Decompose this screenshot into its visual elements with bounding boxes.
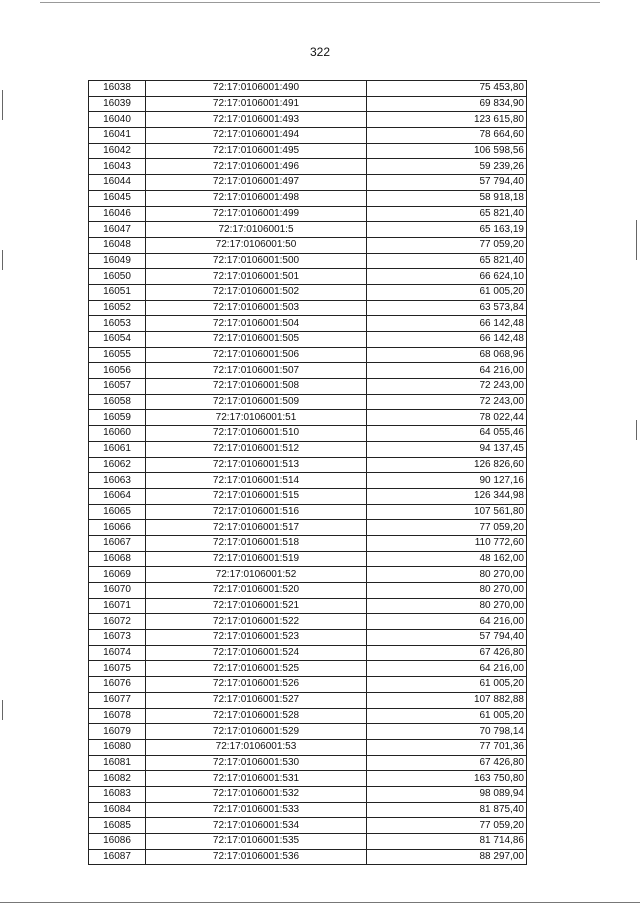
- table-row: [89, 567, 527, 583]
- cadastral-number: 72:17:0106001:523: [146, 630, 367, 646]
- cadastral-number: 72:17:0106001:503: [146, 300, 367, 316]
- cadastral-value: 67 426,80: [367, 755, 527, 771]
- cadastral-number: 72:17:0106001:530: [146, 755, 367, 771]
- cadastral-number: 72:17:0106001:495: [146, 143, 367, 159]
- cadastral-value: 81 714,86: [367, 834, 527, 850]
- row-number: 16087: [89, 849, 146, 865]
- table-row: [89, 332, 527, 348]
- cadastral-value: 69 834,90: [367, 96, 527, 112]
- cadastral-number: 72:17:0106001:506: [146, 347, 367, 363]
- row-number: 16061: [89, 441, 146, 457]
- table-row: [89, 583, 527, 599]
- table-body: [89, 81, 527, 865]
- row-number: 16066: [89, 520, 146, 536]
- table-row: [89, 802, 527, 818]
- page-number: 322: [309, 45, 331, 59]
- table-row: [89, 661, 527, 677]
- row-number: 16060: [89, 426, 146, 442]
- cadastral-number: 72:17:0106001:501: [146, 269, 367, 285]
- cadastral-value: 65 821,40: [367, 253, 527, 269]
- row-number: 16086: [89, 834, 146, 850]
- cadastral-value: 106 598,56: [367, 143, 527, 159]
- table-row: [89, 708, 527, 724]
- cadastral-number: 72:17:0106001:509: [146, 394, 367, 410]
- table-row: [89, 849, 527, 865]
- table-row: [89, 441, 527, 457]
- row-number: 16049: [89, 253, 146, 269]
- cadastral-number: 72:17:0106001:512: [146, 441, 367, 457]
- cadastral-value: 72 243,00: [367, 394, 527, 410]
- cadastral-value: 88 297,00: [367, 849, 527, 865]
- left-scan-mark: [2, 700, 3, 720]
- cadastral-number: 72:17:0106001:516: [146, 504, 367, 520]
- cadastral-number: 72:17:0106001:521: [146, 598, 367, 614]
- cadastral-number: 72:17:0106001:517: [146, 520, 367, 536]
- cadastral-number: 72:17:0106001:510: [146, 426, 367, 442]
- row-number: 16040: [89, 112, 146, 128]
- cadastral-number: 72:17:0106001:524: [146, 645, 367, 661]
- row-number: 16075: [89, 661, 146, 677]
- table-row: [89, 457, 527, 473]
- cadastral-number: 72:17:0106001:493: [146, 112, 367, 128]
- row-number: 16077: [89, 692, 146, 708]
- cadastral-number: 72:17:0106001:533: [146, 802, 367, 818]
- table-row: [89, 363, 527, 379]
- row-number: 16041: [89, 128, 146, 144]
- row-number: 16058: [89, 394, 146, 410]
- right-scan-mark: [636, 220, 637, 260]
- row-number: 16044: [89, 175, 146, 191]
- cadastral-value: 57 794,40: [367, 630, 527, 646]
- cadastral-value: 61 005,20: [367, 708, 527, 724]
- row-number: 16055: [89, 347, 146, 363]
- row-number: 16057: [89, 379, 146, 395]
- table-row: [89, 692, 527, 708]
- cadastral-value: 59 239,26: [367, 159, 527, 175]
- table-row: [89, 426, 527, 442]
- row-number: 16042: [89, 143, 146, 159]
- row-number: 16085: [89, 818, 146, 834]
- cadastral-value: 63 573,84: [367, 300, 527, 316]
- cadastral-number: 72:17:0106001:508: [146, 379, 367, 395]
- table-row: [89, 253, 527, 269]
- cadastral-number: 72:17:0106001:490: [146, 81, 367, 97]
- row-number: 16051: [89, 284, 146, 300]
- table-row: [89, 739, 527, 755]
- row-number: 16062: [89, 457, 146, 473]
- left-scan-mark: [2, 250, 3, 270]
- cadastral-value: 78 664,60: [367, 128, 527, 144]
- row-number: 16080: [89, 739, 146, 755]
- table-row: [89, 300, 527, 316]
- row-number: 16070: [89, 583, 146, 599]
- cadastral-table: [88, 80, 526, 865]
- row-number: 16074: [89, 645, 146, 661]
- cadastral-value: 65 163,19: [367, 222, 527, 238]
- table-row: [89, 598, 527, 614]
- cadastral-number: 72:17:0106001:525: [146, 661, 367, 677]
- row-number: 16052: [89, 300, 146, 316]
- table-row: [89, 724, 527, 740]
- table-row: [89, 473, 527, 489]
- cadastral-value: 66 624,10: [367, 269, 527, 285]
- table-row: [89, 520, 527, 536]
- row-number: 16065: [89, 504, 146, 520]
- table-row: [89, 410, 527, 426]
- cadastral-number: 72:17:0106001:535: [146, 834, 367, 850]
- cadastral-value: 110 772,60: [367, 535, 527, 551]
- table-row: [89, 645, 527, 661]
- row-number: 16053: [89, 316, 146, 332]
- table-row: [89, 379, 527, 395]
- row-number: 16048: [89, 237, 146, 253]
- table-row: [89, 535, 527, 551]
- cadastral-number: 72:17:0106001:514: [146, 473, 367, 489]
- table-row: [89, 128, 527, 144]
- cadastral-number: 72:17:0106001:491: [146, 96, 367, 112]
- row-number: 16045: [89, 190, 146, 206]
- cadastral-number: 72:17:0106001:531: [146, 771, 367, 787]
- cadastral-number: 72:17:0106001:50: [146, 237, 367, 253]
- cadastral-number: 72:17:0106001:520: [146, 583, 367, 599]
- cadastral-value: 77 059,20: [367, 237, 527, 253]
- table-row: [89, 630, 527, 646]
- row-number: 16076: [89, 677, 146, 693]
- cadastral-value: 64 216,00: [367, 614, 527, 630]
- table-row: [89, 347, 527, 363]
- cadastral-number: 72:17:0106001:515: [146, 488, 367, 504]
- cadastral-number: 72:17:0106001:494: [146, 128, 367, 144]
- row-number: 16039: [89, 96, 146, 112]
- cadastral-value: 77 059,20: [367, 520, 527, 536]
- table-row: [89, 269, 527, 285]
- row-number: 16046: [89, 206, 146, 222]
- cadastral-number: 72:17:0106001:507: [146, 363, 367, 379]
- cadastral-value: 126 826,60: [367, 457, 527, 473]
- cadastral-value: 98 089,94: [367, 786, 527, 802]
- row-number: 16083: [89, 786, 146, 802]
- cadastral-value: 67 426,80: [367, 645, 527, 661]
- table-row: [89, 551, 527, 567]
- cadastral-value: 57 794,40: [367, 175, 527, 191]
- cadastral-value: 163 750,80: [367, 771, 527, 787]
- cadastral-value: 80 270,00: [367, 598, 527, 614]
- row-number: 16069: [89, 567, 146, 583]
- row-number: 16079: [89, 724, 146, 740]
- left-scan-mark: [2, 90, 3, 120]
- row-number: 16056: [89, 363, 146, 379]
- bottom-scan-edge: [0, 902, 640, 903]
- row-number: 16073: [89, 630, 146, 646]
- table-row: [89, 81, 527, 97]
- row-number: 16043: [89, 159, 146, 175]
- cadastral-value: 64 216,00: [367, 363, 527, 379]
- row-number: 16050: [89, 269, 146, 285]
- cadastral-value: 61 005,20: [367, 284, 527, 300]
- cadastral-value: 90 127,16: [367, 473, 527, 489]
- table-row: [89, 96, 527, 112]
- cadastral-value: 64 055,46: [367, 426, 527, 442]
- cadastral-number: 72:17:0106001:505: [146, 332, 367, 348]
- cadastral-number: 72:17:0106001:52: [146, 567, 367, 583]
- cadastral-number: 72:17:0106001:53: [146, 739, 367, 755]
- row-number: 16054: [89, 332, 146, 348]
- cadastral-value: 66 142,48: [367, 316, 527, 332]
- table-row: [89, 394, 527, 410]
- cadastral-number: 72:17:0106001:527: [146, 692, 367, 708]
- cadastral-value: 75 453,80: [367, 81, 527, 97]
- table-row: [89, 175, 527, 191]
- cadastral-number: 72:17:0106001:504: [146, 316, 367, 332]
- cadastral-number: 72:17:0106001:522: [146, 614, 367, 630]
- cadastral-value: 48 162,00: [367, 551, 527, 567]
- cadastral-value: 107 561,80: [367, 504, 527, 520]
- cadastral-value: 77 059,20: [367, 818, 527, 834]
- cadastral-value: 68 068,96: [367, 347, 527, 363]
- cadastral-number: 72:17:0106001:51: [146, 410, 367, 426]
- row-number: 16081: [89, 755, 146, 771]
- row-number: 16038: [89, 81, 146, 97]
- cadastral-value: 66 142,48: [367, 332, 527, 348]
- row-number: 16078: [89, 708, 146, 724]
- row-number: 16067: [89, 535, 146, 551]
- cadastral-number: 72:17:0106001:528: [146, 708, 367, 724]
- cadastral-number: 72:17:0106001:496: [146, 159, 367, 175]
- cadastral-number: 72:17:0106001:518: [146, 535, 367, 551]
- cadastral-value: 64 216,00: [367, 661, 527, 677]
- table-row: [89, 159, 527, 175]
- table-row: [89, 222, 527, 238]
- row-number: 16059: [89, 410, 146, 426]
- cadastral-value: 94 137,45: [367, 441, 527, 457]
- table-row: [89, 834, 527, 850]
- cadastral-value: 78 022,44: [367, 410, 527, 426]
- cadastral-number: 72:17:0106001:499: [146, 206, 367, 222]
- cadastral-value: 107 882,88: [367, 692, 527, 708]
- cadastral-value: 77 701,36: [367, 739, 527, 755]
- cadastral-number: 72:17:0106001:5: [146, 222, 367, 238]
- table-row: [89, 677, 527, 693]
- cadastral-number: 72:17:0106001:500: [146, 253, 367, 269]
- cadastral-value: 58 918,18: [367, 190, 527, 206]
- row-number: 16047: [89, 222, 146, 238]
- table-row: [89, 488, 527, 504]
- cadastral-number: 72:17:0106001:497: [146, 175, 367, 191]
- cadastral-number: 72:17:0106001:532: [146, 786, 367, 802]
- table-row: [89, 112, 527, 128]
- row-number: 16064: [89, 488, 146, 504]
- data-table: [88, 80, 527, 865]
- row-number: 16072: [89, 614, 146, 630]
- row-number: 16082: [89, 771, 146, 787]
- cadastral-value: 80 270,00: [367, 583, 527, 599]
- cadastral-number: 72:17:0106001:526: [146, 677, 367, 693]
- table-row: [89, 237, 527, 253]
- table-row: [89, 284, 527, 300]
- row-number: 16084: [89, 802, 146, 818]
- cadastral-value: 65 821,40: [367, 206, 527, 222]
- table-row: [89, 206, 527, 222]
- cadastral-number: 72:17:0106001:536: [146, 849, 367, 865]
- cadastral-value: 80 270,00: [367, 567, 527, 583]
- table-row: [89, 755, 527, 771]
- cadastral-number: 72:17:0106001:534: [146, 818, 367, 834]
- cadastral-value: 70 798,14: [367, 724, 527, 740]
- top-scan-edge: [40, 2, 600, 3]
- table-row: [89, 504, 527, 520]
- table-row: [89, 786, 527, 802]
- row-number: 16063: [89, 473, 146, 489]
- table-row: [89, 190, 527, 206]
- cadastral-value: 126 344,98: [367, 488, 527, 504]
- table-row: [89, 614, 527, 630]
- cadastral-value: 123 615,80: [367, 112, 527, 128]
- table-row: [89, 316, 527, 332]
- table-row: [89, 818, 527, 834]
- cadastral-value: 72 243,00: [367, 379, 527, 395]
- table-row: [89, 771, 527, 787]
- cadastral-number: 72:17:0106001:498: [146, 190, 367, 206]
- cadastral-number: 72:17:0106001:502: [146, 284, 367, 300]
- cadastral-value: 61 005,20: [367, 677, 527, 693]
- table-row: [89, 143, 527, 159]
- cadastral-value: 81 875,40: [367, 802, 527, 818]
- cadastral-number: 72:17:0106001:529: [146, 724, 367, 740]
- row-number: 16071: [89, 598, 146, 614]
- right-scan-mark: [636, 420, 637, 440]
- cadastral-number: 72:17:0106001:519: [146, 551, 367, 567]
- row-number: 16068: [89, 551, 146, 567]
- cadastral-number: 72:17:0106001:513: [146, 457, 367, 473]
